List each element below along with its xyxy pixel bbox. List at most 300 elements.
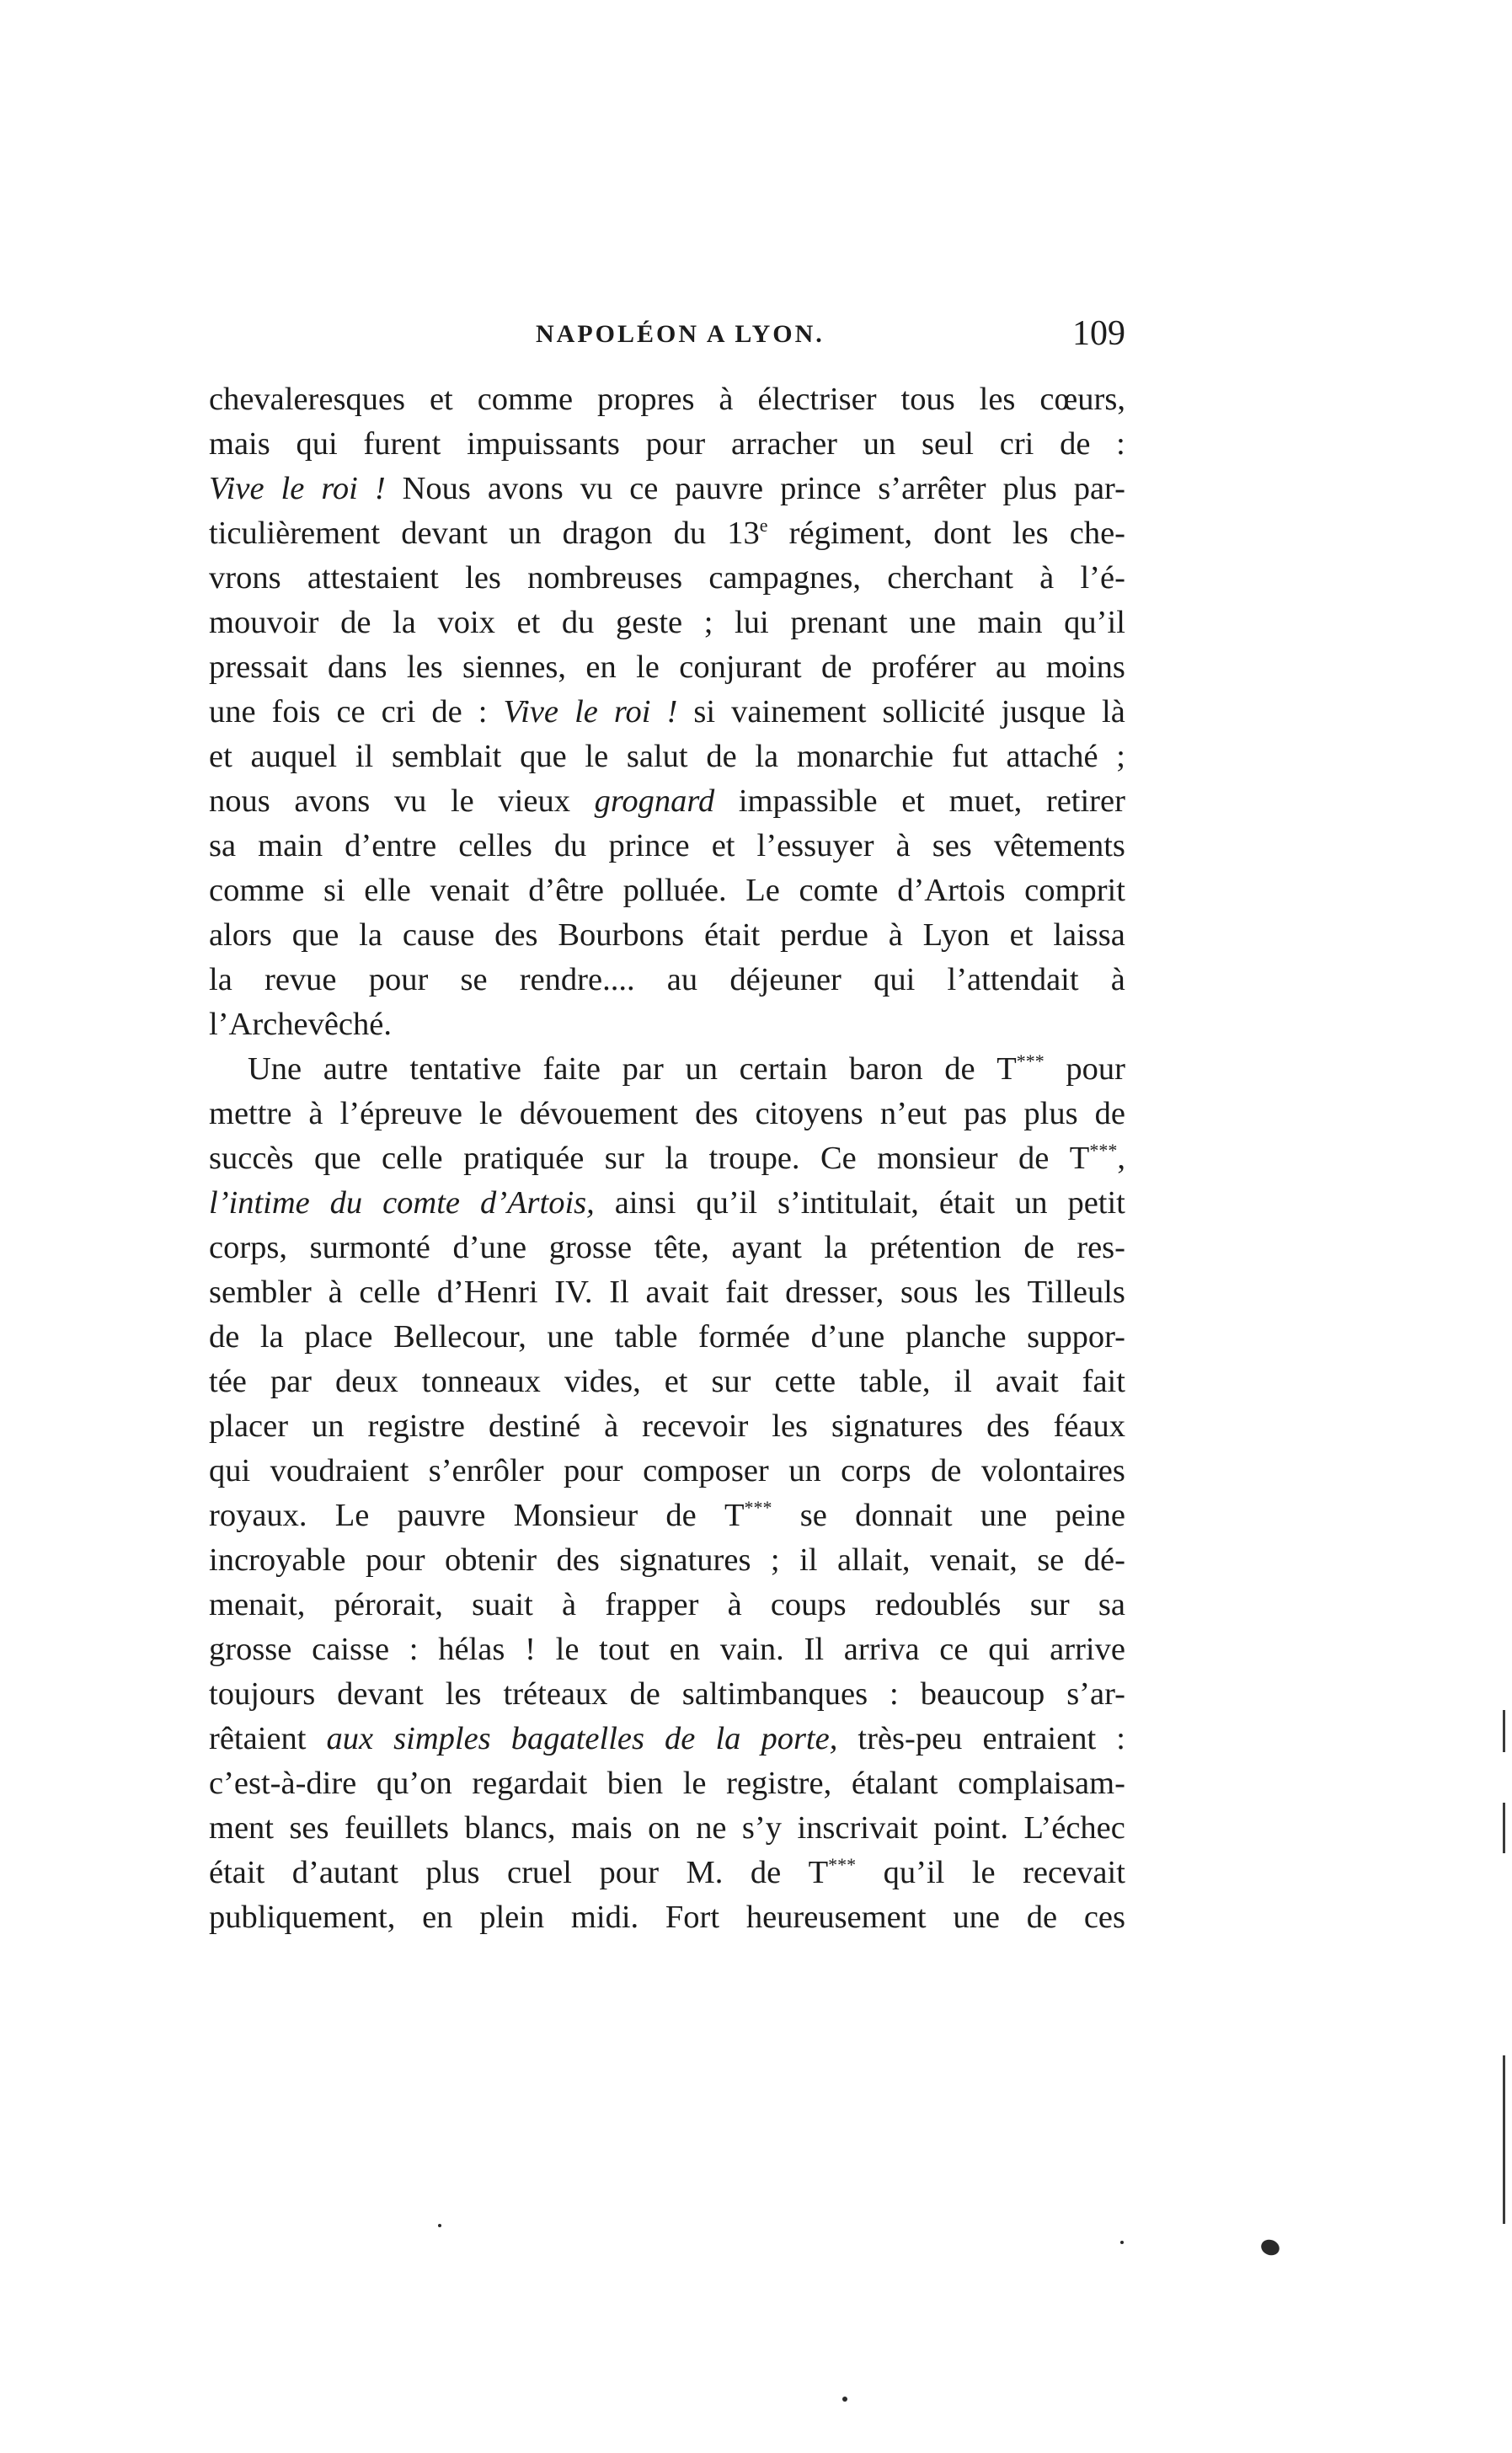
text-run: le [585, 739, 609, 774]
italic-text: d’Artois, [479, 1185, 595, 1221]
word [345, 1806, 449, 1851]
text-run: grosse [548, 1230, 633, 1265]
text-run: publiquement, [209, 1900, 396, 1935]
text-line [209, 1270, 1125, 1315]
word [615, 1315, 678, 1360]
text-line [209, 1092, 1125, 1136]
text-run: geste [616, 605, 683, 640]
word [682, 1672, 868, 1717]
text-line [209, 824, 1125, 868]
superscript: e [759, 515, 768, 536]
text-line [209, 601, 1125, 645]
text-run: , [1117, 1141, 1125, 1176]
word [355, 735, 373, 779]
text-run: faite [542, 1051, 601, 1087]
text-run: inscrivait [797, 1810, 918, 1846]
text-run: se [460, 962, 488, 997]
word [527, 556, 682, 601]
text-run: cherchant [887, 560, 1013, 596]
word [921, 1672, 1045, 1717]
text-run: celles [458, 828, 532, 863]
text-run: les [772, 1408, 809, 1444]
text-run: fait [725, 1275, 769, 1310]
text-run: une [980, 1498, 1028, 1533]
word [429, 1449, 544, 1494]
word [312, 1404, 345, 1449]
text-run: la [665, 1141, 689, 1176]
word [340, 1092, 462, 1136]
word [799, 1538, 817, 1583]
word [605, 1583, 698, 1627]
word [209, 1360, 247, 1404]
word [547, 1315, 594, 1360]
word [209, 1315, 239, 1360]
text-run: IV. [554, 1275, 593, 1310]
text-run: dragon [562, 516, 653, 551]
word [209, 1627, 291, 1672]
word [377, 1761, 452, 1806]
word [462, 645, 566, 690]
text-run: qu’il [696, 1185, 758, 1221]
word [209, 1583, 305, 1627]
word [514, 1494, 638, 1538]
word [422, 1360, 541, 1404]
text-run: ainsi [614, 1185, 676, 1221]
word [623, 868, 727, 913]
text-run: dans [327, 649, 387, 685]
text-run: ment [209, 1810, 274, 1846]
word [789, 511, 912, 556]
word [931, 1449, 961, 1494]
word [557, 1538, 600, 1583]
body-text [209, 377, 1125, 1940]
word [887, 556, 1013, 601]
text-run: lui [735, 605, 769, 640]
word [1116, 735, 1125, 779]
word [289, 1806, 329, 1851]
word [270, 1449, 409, 1494]
word [636, 645, 660, 690]
word [209, 1092, 291, 1136]
text-run: prince [608, 828, 690, 863]
word [425, 1851, 479, 1895]
text-run: c’est-à-dire [209, 1766, 357, 1801]
text-run: suppor- [1027, 1319, 1125, 1355]
word [896, 824, 911, 868]
word [1010, 913, 1034, 958]
text-run: qu’on [376, 1766, 452, 1801]
word [685, 1047, 718, 1092]
text-run: au [666, 962, 698, 997]
word [852, 1761, 938, 1806]
text-run: donnait [855, 1498, 953, 1533]
word [683, 1761, 707, 1806]
word [788, 1449, 821, 1494]
word [556, 1627, 580, 1672]
word [824, 1226, 847, 1270]
text-run: d’une [452, 1230, 527, 1265]
word [1023, 1851, 1125, 1895]
word [874, 958, 915, 1002]
text-run: s’y [741, 1810, 782, 1846]
word [855, 1494, 952, 1538]
word [511, 1717, 644, 1761]
text-run: peine [1055, 1498, 1125, 1533]
word [209, 1672, 315, 1717]
word [1028, 1270, 1125, 1315]
word [800, 1494, 827, 1538]
word [392, 735, 501, 779]
text-run: se [799, 1498, 827, 1533]
word [345, 824, 436, 868]
superscript: *** [1089, 1140, 1118, 1161]
word [327, 1717, 374, 1761]
text-run: ses [932, 828, 972, 863]
word [543, 1047, 601, 1092]
text-run: : [890, 1676, 899, 1712]
word [270, 1360, 312, 1404]
word [797, 735, 933, 779]
word [209, 601, 318, 645]
text-run: d’une [810, 1319, 885, 1355]
text-line [209, 1494, 1125, 1538]
text-run: cette [774, 1364, 836, 1399]
text-run: des [494, 917, 538, 953]
text-run: Fort [665, 1900, 720, 1935]
word [1070, 511, 1125, 556]
word [686, 1851, 723, 1895]
text-run: campagnes, [708, 560, 862, 596]
word [980, 377, 1016, 422]
text-run: vêtements [993, 828, 1125, 863]
word [996, 1047, 1045, 1092]
word [209, 1717, 306, 1761]
word [897, 868, 1005, 913]
text-run: corps [841, 1453, 911, 1488]
word [562, 601, 595, 645]
text-run: Le [745, 873, 780, 908]
word [696, 1181, 757, 1226]
text-run: Le [334, 1498, 370, 1533]
word [785, 1270, 884, 1315]
word [809, 1851, 857, 1895]
text-run: jusque [1001, 694, 1086, 729]
word [727, 511, 767, 556]
text-run: main [258, 828, 323, 863]
text-run: propres [597, 382, 695, 417]
text-run: Lyon [922, 917, 990, 953]
word [629, 1672, 660, 1717]
text-run: du [673, 516, 707, 551]
text-run: du [561, 605, 595, 640]
word [777, 1181, 919, 1226]
word [799, 868, 878, 913]
text-run: citoyens [755, 1096, 863, 1131]
text-run: pour [365, 1542, 425, 1578]
text-run: volontaires [980, 1453, 1125, 1488]
word [981, 1449, 1125, 1494]
word [643, 1449, 769, 1494]
word [209, 1538, 345, 1583]
word [409, 1627, 419, 1672]
text-run: à [1110, 962, 1125, 997]
text-run: s’arrêter [878, 471, 986, 506]
word [308, 1092, 323, 1136]
word [622, 1047, 664, 1092]
text-run: troupe. [708, 1141, 800, 1176]
word [323, 868, 345, 913]
text-run: royaux. [209, 1498, 307, 1533]
text-run: les [1012, 516, 1049, 551]
text-run: midi. [570, 1900, 639, 1935]
word [403, 913, 475, 958]
word [670, 1627, 700, 1672]
word [729, 958, 841, 1002]
text-run: tonneaux [421, 1364, 541, 1399]
text-run: tête, [654, 1230, 709, 1265]
word [949, 779, 1023, 824]
text-line [209, 1895, 1125, 1940]
word [948, 958, 1079, 1002]
word [1111, 958, 1125, 1002]
word [831, 1404, 963, 1449]
text-run: s’intitulait, [777, 1185, 919, 1221]
text-run: arrive [1050, 1632, 1125, 1667]
text-run: les [975, 1275, 1011, 1310]
text-run: le [450, 783, 474, 819]
text-line [209, 1315, 1125, 1360]
word [520, 735, 567, 779]
italic-text: ! [374, 471, 386, 506]
text-run: pour [599, 1855, 660, 1890]
text-run: plein [479, 1900, 545, 1935]
word [463, 1136, 584, 1181]
text-run: Bellecour, [393, 1319, 526, 1355]
word [209, 1895, 395, 1940]
text-run: la [359, 917, 382, 953]
text-run: conjurant [679, 649, 802, 685]
text-run: surmonté [309, 1230, 430, 1265]
text-line [209, 511, 1125, 556]
word [980, 1494, 1028, 1538]
text-run: qui [988, 1632, 1030, 1667]
italic-text: la [715, 1721, 741, 1756]
word [1050, 1627, 1125, 1672]
text-run: une [953, 1900, 1000, 1935]
word [666, 690, 677, 735]
text-run: ce [629, 471, 659, 506]
word [709, 1136, 800, 1181]
word [209, 1806, 274, 1851]
word [923, 913, 990, 958]
text-run: plus [425, 1855, 480, 1890]
word [321, 467, 358, 511]
word [480, 1181, 595, 1226]
ink-speck [438, 2224, 441, 2227]
word [375, 467, 386, 511]
word [209, 1270, 312, 1315]
text-run: suait [472, 1587, 533, 1622]
text-run: ce [939, 1632, 969, 1667]
word [585, 735, 608, 779]
text-run: cruel [507, 1855, 572, 1890]
text-run: les [445, 1676, 482, 1712]
text-run: tée [209, 1364, 247, 1399]
text-run: mais [209, 426, 270, 462]
text-run: des [556, 1542, 600, 1578]
word [844, 1627, 920, 1672]
word [564, 1360, 641, 1404]
text-run: tréteaux [503, 1676, 608, 1712]
text-line [209, 1047, 1125, 1092]
word [841, 1449, 911, 1494]
text-run: déjeuner [729, 962, 841, 997]
text-run: prince [780, 471, 862, 506]
text-run: dont [933, 516, 991, 551]
word [964, 1092, 1007, 1136]
text-run: sembler [209, 1275, 312, 1310]
text-run: tentative [409, 1051, 521, 1087]
word [821, 645, 852, 690]
page-edge-mark [1503, 1710, 1505, 1752]
word [209, 958, 232, 1002]
word [731, 422, 837, 467]
text-run: il [355, 739, 374, 774]
word [1027, 1895, 1057, 1940]
running-head [209, 313, 1125, 364]
italic-text: grognard [594, 783, 715, 819]
text-run: retirer [1045, 783, 1125, 819]
text-run: celle [381, 1141, 443, 1176]
text-run: un [508, 516, 542, 551]
text-run: caisse [312, 1632, 390, 1667]
text-run: venait [430, 873, 510, 908]
word [667, 958, 697, 1002]
text-run: ces [1083, 1900, 1125, 1935]
word [359, 1270, 420, 1315]
text-run: féaux [1053, 1408, 1125, 1444]
text-run: fut [952, 739, 988, 774]
text-run: de [431, 694, 462, 729]
text-run: arriva [843, 1632, 920, 1667]
text-run: devant [401, 516, 488, 551]
word [698, 1315, 790, 1360]
word [909, 601, 956, 645]
word [724, 1494, 772, 1538]
word [1003, 467, 1057, 511]
text-run: le [682, 1766, 707, 1801]
text-run: de [209, 1319, 240, 1355]
word [363, 422, 441, 467]
text-run: prétention [869, 1230, 1002, 1265]
text-run: avait [995, 1364, 1059, 1399]
text-run: sa [209, 828, 237, 863]
text-run: heureusement [745, 1900, 927, 1935]
text-run: redoublés [874, 1587, 1002, 1622]
word [811, 1315, 885, 1360]
italic-text: roi [613, 694, 651, 729]
text-run: au [996, 649, 1027, 685]
word [1080, 556, 1125, 601]
word [646, 1270, 709, 1315]
text-run: se [1037, 1542, 1065, 1578]
text-run: dévouement [519, 1096, 679, 1131]
text-line [209, 645, 1125, 690]
word [972, 1851, 996, 1895]
word [996, 1360, 1059, 1404]
text-run: allait, [836, 1542, 911, 1578]
word [719, 377, 733, 422]
text-run: que [313, 1141, 361, 1176]
word [209, 556, 281, 601]
text-run: beaucoup [920, 1676, 1045, 1712]
text-line [209, 1583, 1125, 1627]
text-run: pauvre [397, 1498, 486, 1533]
word [608, 824, 689, 868]
text-run: elle [364, 873, 411, 908]
text-run: comme [477, 382, 574, 417]
word [498, 779, 570, 824]
word [665, 1717, 695, 1761]
text-run: Nous [402, 471, 471, 506]
text-run: attaché [1006, 739, 1098, 774]
text-run: des [986, 1408, 1030, 1444]
text-run: impassible [738, 783, 878, 819]
word [337, 1672, 424, 1717]
word [430, 868, 510, 913]
word [328, 645, 387, 690]
word [882, 690, 985, 735]
word [933, 511, 991, 556]
text-run: signatures [619, 1542, 751, 1578]
word [554, 1270, 592, 1315]
text-run: deux [334, 1364, 398, 1399]
word [329, 1270, 343, 1315]
word [1024, 868, 1125, 913]
text-run: registre, [726, 1766, 832, 1801]
word [708, 556, 861, 601]
text-run: revue [264, 962, 337, 997]
text-run: en [669, 1632, 701, 1667]
word [549, 1226, 632, 1270]
text-run: voix [437, 605, 495, 640]
text-run: qui [209, 1453, 251, 1488]
text-run: : [478, 694, 488, 729]
word [933, 1806, 1008, 1851]
ink-speck [1259, 2237, 1282, 2258]
word [558, 913, 684, 958]
word [1007, 735, 1098, 779]
text-run: cause [402, 917, 475, 953]
word [954, 1360, 971, 1404]
word [1030, 1583, 1070, 1627]
text-run: vides, [564, 1364, 641, 1399]
text-run: furent [363, 426, 441, 462]
text-run: l’épreuve [339, 1096, 462, 1131]
word [445, 1538, 537, 1583]
text-run: qui [296, 426, 338, 462]
text-run: monarchie [796, 739, 934, 774]
word [615, 1181, 676, 1226]
ink-speck [1120, 2241, 1124, 2244]
word [878, 467, 986, 511]
word [489, 1404, 580, 1449]
text-run: incroyable [209, 1542, 346, 1578]
word [726, 1761, 831, 1806]
text-run: ; [770, 1542, 780, 1578]
text-run: le [478, 1096, 503, 1131]
text-run: M. [686, 1855, 724, 1890]
